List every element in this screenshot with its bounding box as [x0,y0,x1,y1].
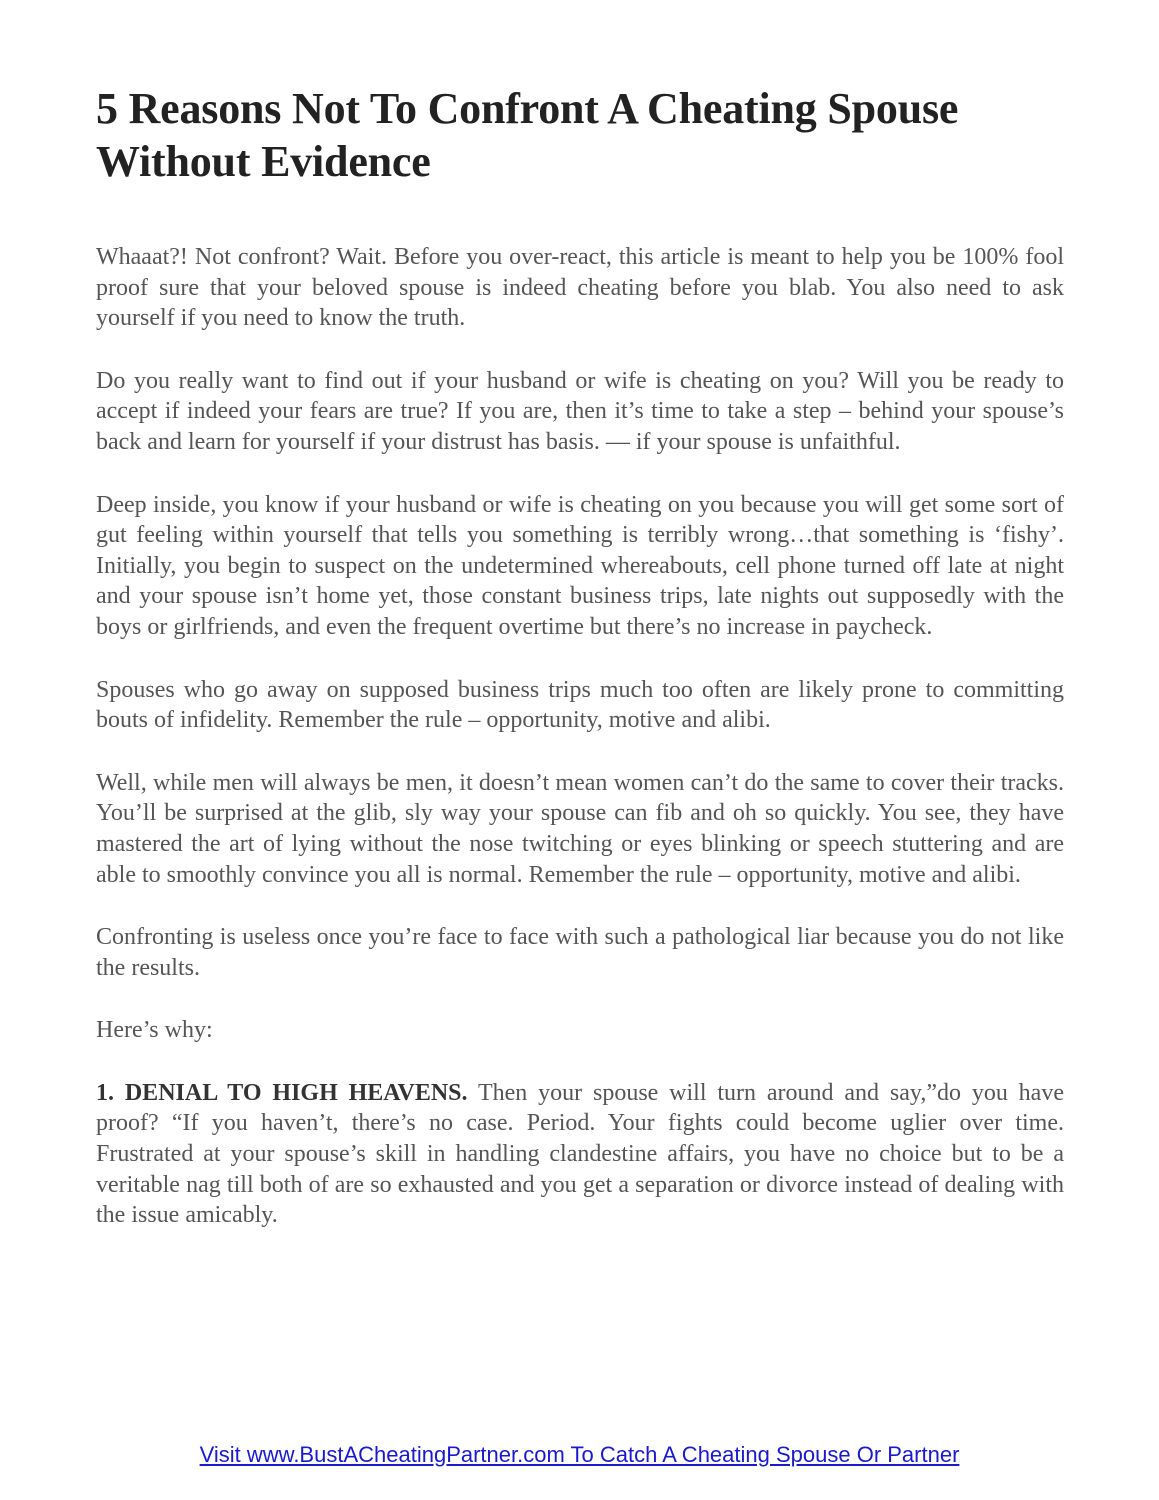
footer-website-link[interactable]: Visit www.BustACheatingPartner.com To Catch A Cheating Spouse Or Partner [199,1442,960,1467]
paragraph-heres-why: Here’s why: [96,1017,213,1044]
paragraph-gut-feeling: Deep inside, you know if your husband or wife is cheating on you because you will get some sort of gut feeling within yourself that tells you something is terribly wrong…that something is ‘fishy’. Initially, you begin to suspect on the undetermined whereabouts, cell phone turned off late at night and your spouse isn’t home yet, those constant business trips, late nights out supposedly with the boys or girlfriends, and even the frequent overtime but there’s no increase in paycheck. [96,491,1064,640]
paragraph-confronting-useless: Confronting is useless once you’re face to face with such a pathological liar because you do not like the results. [96,924,1064,981]
reason-1-text: Then your spouse will turn around and say,”do you have proof? “If you haven’t, there’s no case. Period. Your fights could become uglier over time. Frustrated at your spouse’s skill in handling clandestine affairs, you have no choice but to be a veritable nag till both of are so exhausted and you get a separation or divorce instead of dealing with the issue amicably. [96,1079,1064,1229]
paragraph-business-trips: Spouses who go away on supposed business trips much too often are likely prone to committing bouts of infidelity. Remember the rule – opportunity, motive and alibi. [96,676,1064,734]
reason-1-heading: 1. DENIAL TO HIGH HEAVENS. [96,1079,468,1106]
document-page [96,82,1064,1231]
page-title: 5 Reasons Not To Confront A Cheating Spouse Without Evidence [96,84,959,186]
footer [0,1442,1159,1468]
reason-1-paragraph [96,1078,1064,1231]
paragraph-intro: Whaaat?! Not confront? Wait. Before you over-react, this article is meant to help you be 100% fool proof sure that your beloved spouse is indeed cheating before you blab. You also need to ask yourself if you need to know the truth. [96,244,1064,332]
paragraph-question: Do you really want to find out if your husband or wife is cheating on you? Will you be ready to accept if indeed your fears are true? If you are, then it’s time to take a step – behind your spouse’s back and learn for yourself if your distrust has basis. — if your spouse is unfaithful. [96,367,1064,455]
paragraph-covering-tracks: Well, while men will always be men, it doesn’t mean women can’t do the same to cover their tracks. You’ll be surprised at the glib, sly way your spouse can fib and oh so quickly. You see, they have mastered the art of lying without the nose twitching or eyes blinking or speech stuttering and are able to smoothly convince you all is normal. Remember the rule – opportunity, motive and alibi. [96,769,1064,888]
article-body [96,242,1064,1231]
